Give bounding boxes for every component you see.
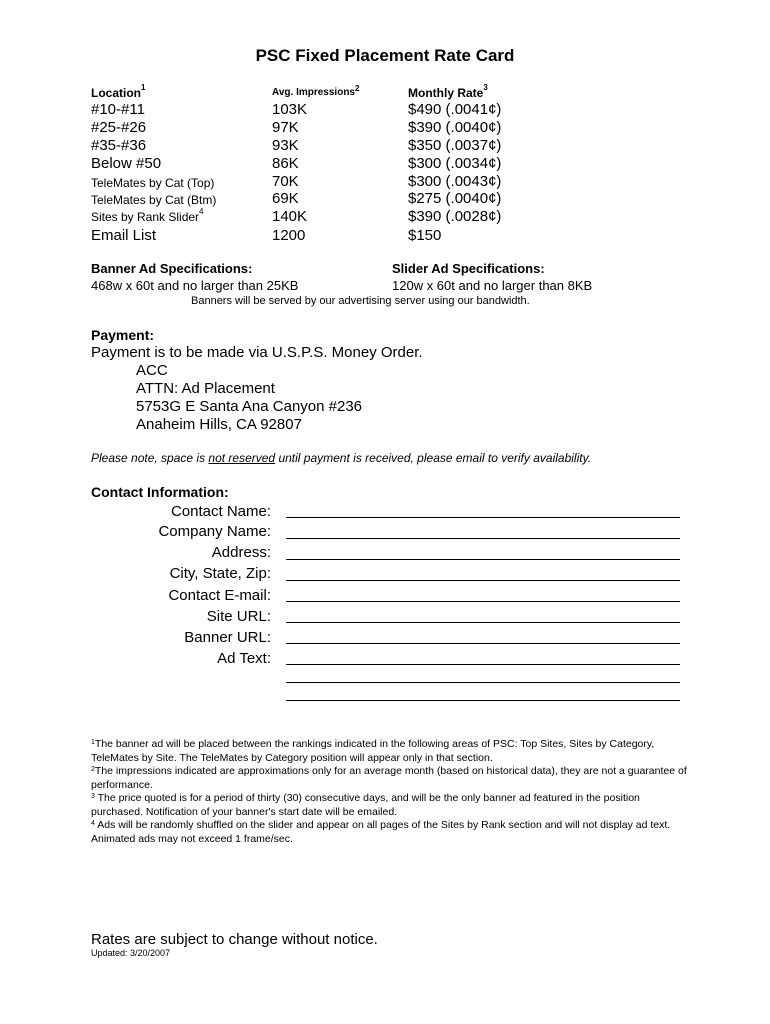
ad-text-field-line[interactable]: [286, 682, 680, 683]
contact-heading: Contact Information:: [91, 484, 229, 500]
row-impressions: 140K: [272, 208, 308, 225]
ad-text-field[interactable]: [286, 664, 680, 665]
row-location: Email List: [91, 227, 157, 244]
footnote: $^3$ The price quoted is for a period of thirty (30) consecutive days, and will be the only banner ad featured in the position purchased. Notification of your banner's start date will be emailed.: [91, 792, 640, 818]
row-rate: $300 (.0034¢): [408, 155, 502, 172]
site-url-label: Site URL:: [206, 608, 271, 625]
ad-text-label: Ad Text:: [217, 650, 271, 667]
city-state-zip-field[interactable]: [286, 580, 680, 581]
row-impressions: 69K: [272, 190, 299, 207]
row-impressions: 93K: [272, 137, 299, 154]
row-rate: $490 (.0041¢): [408, 101, 502, 118]
banner-url-field[interactable]: [286, 643, 680, 644]
row-location: #25-#26: [91, 119, 147, 136]
row-impressions: 86K: [272, 155, 299, 172]
page-title: PSC Fixed Placement Rate Card: [255, 46, 515, 65]
footnote: $^2$The impressions indicated are approximations only for an average month (based on historical data), they are not a guarantee of performance.: [91, 765, 687, 791]
row-rate: $150: [408, 227, 442, 244]
impressions-header: Avg. Impressions$^2$: [272, 84, 360, 98]
contact-email-field[interactable]: [286, 601, 680, 602]
served-note: Banners will be served by our advertising server using our bandwidth.: [191, 295, 530, 307]
footnotes: [91, 738, 691, 846]
address-line: 5753G E Santa Ana Canyon #236: [136, 398, 363, 415]
slider-spec-heading: Slider Ad Specifications:: [392, 261, 545, 276]
address-line: ATTN: Ad Placement: [136, 380, 275, 397]
banner-spec-heading: Banner Ad Specifications:: [91, 261, 253, 276]
slider-spec-text: 120w x 60t and no larger than 8KB: [392, 278, 593, 293]
city-state-zip-label: City, State, Zip:: [169, 565, 271, 582]
banner-spec-text: 468w x 60t and no larger than 25KB: [91, 278, 299, 293]
row-rate: $390 (.0028¢): [408, 208, 502, 225]
row-rate: $300 (.0043¢): [408, 173, 502, 190]
location-header: Location$^1$: [91, 83, 146, 100]
company-name-label: Company Name:: [158, 523, 271, 540]
row-impressions: 70K: [272, 173, 299, 190]
rate-header: Monthly Rate$^3$: [408, 83, 488, 100]
row-rate: $390 (.0040¢): [408, 119, 502, 136]
row-rate: $275 (.0040¢): [408, 190, 502, 207]
reservation-note: Please note, space is not reserved until payment is received, please email to verify availability.: [91, 451, 592, 465]
payment-instruction: Payment is to be made via U.S.P.S. Money Order.: [91, 344, 423, 361]
row-location: Sites by Rank Slider$^4$: [91, 207, 204, 224]
row-location: TeleMates by Cat (Top): [91, 176, 215, 190]
row-impressions: 97K: [272, 119, 299, 136]
contact-email-label: Contact E-mail:: [168, 587, 271, 604]
updated-date: Updated: 3/20/2007: [91, 948, 171, 958]
row-location: Below #50: [91, 155, 162, 172]
site-url-field[interactable]: [286, 622, 680, 623]
row-location: #10-#11: [91, 101, 145, 118]
address-line: ACC: [136, 362, 168, 379]
row-location: #35-#36: [91, 137, 147, 154]
contact-name-field[interactable]: [286, 517, 680, 518]
ad-text-field-line[interactable]: [286, 700, 680, 701]
footnote: $^1$The banner ad will be placed between the rankings indicated in the following areas of PSC: Top Sites, Sites by Category, TeleMates by Site. The TeleMates by Category position will appear only in that section.: [91, 738, 655, 764]
rates-notice: Rates are subject to change without notice.: [91, 931, 378, 948]
address-field[interactable]: [286, 559, 680, 560]
address-label: Address:: [211, 544, 271, 561]
payment-heading: Payment:: [91, 327, 155, 343]
row-impressions: 1200: [272, 227, 306, 244]
contact-name-label: Contact Name:: [170, 503, 271, 520]
company-name-field[interactable]: [286, 538, 680, 539]
address-line: Anaheim Hills, CA 92807: [136, 416, 302, 433]
banner-url-label: Banner URL:: [184, 629, 271, 646]
row-rate: $350 (.0037¢): [408, 137, 502, 154]
footnote: $^4$ Ads will be randomly shuffled on the slider and appear on all pages of the Sites by Rank section and will not display ad text. Animated ads may not exceed 1 frame/sec.: [91, 819, 671, 845]
row-impressions: 103K: [272, 101, 308, 118]
row-location: TeleMates by Cat (Btm): [91, 193, 217, 207]
